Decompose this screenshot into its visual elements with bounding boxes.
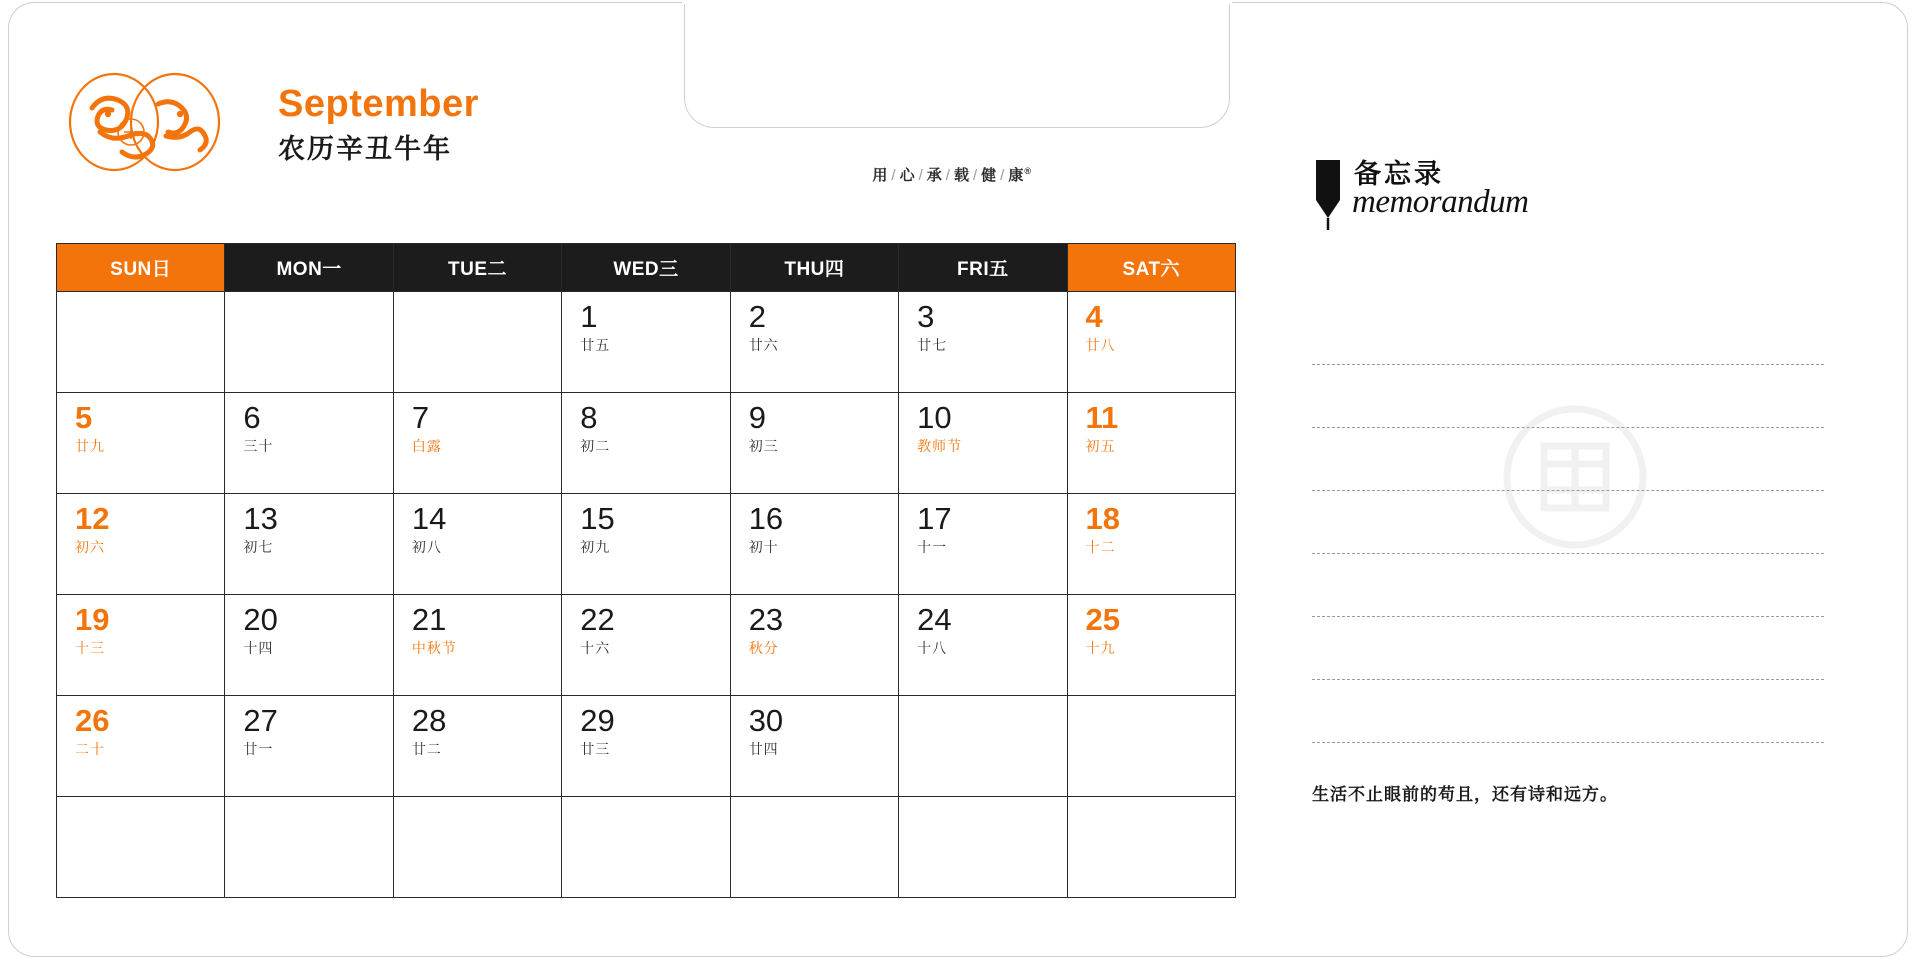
day-lunar-label: 廿四 (748, 741, 779, 757)
calendar-empty-cell (393, 292, 561, 393)
calendar-empty-cell (57, 292, 225, 393)
day-number: 21 (411, 602, 447, 637)
day-cell-inner (57, 393, 224, 485)
day-number: 23 (748, 602, 784, 637)
day-cell-inner (899, 494, 1066, 586)
day-lunar-label: 廿七 (917, 337, 948, 353)
day-number: 13 (243, 501, 278, 536)
day-cell-inner (225, 393, 392, 485)
memo-write-line[interactable] (1312, 617, 1824, 680)
slogan-sep-0: / (891, 167, 897, 184)
day-lunar-label: 初二 (580, 438, 611, 454)
calendar-day-cell[interactable] (899, 393, 1067, 494)
day-lunar-label: 秋分 (748, 640, 779, 656)
calendar-day-cell[interactable] (225, 494, 393, 595)
calendar-empty-cell (730, 797, 898, 898)
calendar-day-cell[interactable] (730, 292, 898, 393)
calendar-day-cell[interactable] (57, 494, 225, 595)
day-number: 8 (580, 400, 598, 435)
day-cell-inner (899, 595, 1066, 687)
calendar-day-cell[interactable] (1067, 595, 1235, 696)
calendar-week-row (57, 292, 1236, 393)
day-number: 1 (580, 299, 598, 334)
day-number: 14 (411, 501, 447, 536)
calendar-day-cell[interactable] (225, 595, 393, 696)
slogan-char-3: 载 (953, 167, 970, 184)
day-cell-inner (394, 696, 561, 788)
memo-title-cn: 备忘录 (1354, 159, 1444, 189)
day-number: 19 (75, 602, 110, 637)
day-number: 30 (748, 703, 784, 738)
calendar-grid (56, 243, 1236, 898)
day-number: 28 (411, 703, 447, 738)
day-cell-inner (562, 595, 729, 687)
day-cell-inner (562, 797, 729, 889)
day-lunar-label: 初六 (75, 539, 105, 555)
calendar-day-cell[interactable] (730, 393, 898, 494)
calendar-empty-cell (393, 797, 561, 898)
day-number: 24 (917, 602, 952, 637)
weekday-mon: MON一 (225, 244, 393, 292)
day-cell-inner (225, 494, 392, 586)
weekday-thu: THU四 (730, 244, 898, 292)
slogan-char-5: 康 (1008, 167, 1025, 184)
day-cell-inner (57, 494, 224, 586)
day-number: 17 (917, 501, 952, 536)
day-number: 3 (917, 299, 935, 334)
calendar-week-row (57, 494, 1236, 595)
day-lunar-label: 廿一 (243, 741, 274, 757)
day-number: 9 (748, 400, 766, 435)
day-number: 22 (580, 602, 615, 637)
day-cell-inner (394, 595, 561, 687)
day-cell-inner (225, 797, 392, 889)
day-cell-inner (562, 292, 729, 384)
day-number: 10 (917, 400, 952, 435)
day-cell-inner (1068, 393, 1235, 485)
day-lunar-label: 十九 (1085, 640, 1116, 656)
slogan-char-1: 心 (899, 167, 916, 184)
calendar-day-cell[interactable] (57, 393, 225, 494)
memo-header (1310, 150, 1850, 240)
slogan-sep-3: / (972, 167, 979, 184)
memo-lines (1312, 302, 1824, 743)
day-lunar-label: 白露 (411, 438, 442, 454)
day-lunar-label: 十六 (580, 640, 611, 656)
day-number: 27 (243, 703, 278, 738)
calendar-day-cell[interactable] (562, 595, 730, 696)
day-lunar-label: 初五 (1085, 438, 1116, 454)
day-cell-inner (562, 696, 729, 788)
day-cell-inner (394, 797, 561, 889)
calendar-empty-cell (562, 797, 730, 898)
calendar-day-cell[interactable] (393, 696, 561, 797)
day-lunar-label: 教师节 (917, 438, 963, 454)
day-cell-inner (1068, 595, 1235, 687)
day-cell-inner (1068, 696, 1235, 788)
day-number: 12 (75, 501, 110, 536)
brand-slogan (872, 164, 1032, 185)
month-title-block (278, 82, 479, 168)
calendar-week-row (57, 393, 1236, 494)
day-lunar-label: 廿二 (411, 741, 442, 757)
day-number: 25 (1085, 602, 1121, 637)
day-cell-inner (225, 292, 392, 384)
calendar-day-cell[interactable] (1067, 292, 1235, 393)
day-number: 20 (243, 602, 278, 637)
calendar-empty-cell (899, 696, 1067, 797)
day-cell-inner (731, 292, 898, 384)
day-lunar-label: 十一 (917, 539, 948, 555)
calendar-day-cell[interactable] (1067, 393, 1235, 494)
day-number: 15 (580, 501, 615, 536)
calendar-day-cell[interactable] (562, 292, 730, 393)
day-number: 16 (748, 501, 784, 536)
calendar-day-cell[interactable] (899, 494, 1067, 595)
calendar-day-cell[interactable] (899, 292, 1067, 393)
day-number: 26 (75, 703, 110, 738)
lunar-year: 农历辛丑牛年 (278, 134, 452, 164)
day-cell-inner (1068, 797, 1235, 889)
calendar-day-cell[interactable] (57, 595, 225, 696)
day-lunar-label: 廿三 (580, 741, 611, 757)
calendar-empty-cell (1067, 696, 1235, 797)
day-number: 5 (75, 400, 93, 435)
weekday-fri: FRI五 (899, 244, 1067, 292)
weekday-wed: WED三 (562, 244, 730, 292)
memo-write-line[interactable] (1312, 365, 1824, 428)
day-cell-inner (225, 595, 392, 687)
day-lunar-label: 初八 (411, 539, 442, 555)
calendar-day-cell[interactable] (57, 696, 225, 797)
day-lunar-label: 中秋节 (411, 640, 457, 656)
memo-write-line[interactable] (1312, 491, 1824, 554)
day-cell-inner (57, 696, 224, 788)
day-cell-inner (57, 292, 224, 384)
memo-write-line[interactable] (1312, 554, 1824, 617)
memo-write-line[interactable] (1312, 680, 1824, 743)
day-lunar-label: 三十 (243, 438, 274, 454)
day-lunar-label: 初七 (243, 539, 274, 555)
slogan-sep-4: / (1000, 167, 1006, 184)
day-number: 2 (748, 299, 766, 334)
calendar-header (56, 60, 1246, 190)
calendar-week-row (57, 696, 1236, 797)
calendar-day-cell[interactable] (730, 494, 898, 595)
day-lunar-label: 廿六 (748, 337, 779, 353)
calendar-region (56, 60, 1246, 900)
weekday-sat: SAT六 (1067, 244, 1235, 292)
day-lunar-label: 十八 (917, 640, 948, 656)
day-lunar-label: 廿九 (75, 438, 105, 454)
day-cell-inner (394, 393, 561, 485)
day-cell-inner (899, 292, 1066, 384)
calendar-day-cell[interactable] (562, 393, 730, 494)
registered-mark: ® (1024, 166, 1032, 176)
top-notch-cap (682, 0, 1232, 4)
day-number: 18 (1085, 501, 1121, 536)
day-cell-inner (562, 494, 729, 586)
day-cell-inner (899, 797, 1066, 889)
day-lunar-label: 廿八 (1085, 337, 1116, 353)
slogan-char-0: 用 (872, 167, 889, 184)
calendar-day-cell[interactable] (730, 595, 898, 696)
memo-title-en: memorandum (1352, 184, 1529, 220)
day-cell-inner (899, 393, 1066, 485)
day-cell-inner (57, 595, 224, 687)
day-cell-inner (394, 292, 561, 384)
day-number: 7 (411, 400, 430, 435)
day-cell-inner (1068, 494, 1235, 586)
calendar-day-cell[interactable] (393, 393, 561, 494)
calendar-day-cell[interactable] (393, 494, 561, 595)
day-lunar-label: 二十 (75, 741, 105, 757)
day-cell-inner (1068, 292, 1235, 384)
calendar-day-cell[interactable] (225, 393, 393, 494)
slogan-char-4: 健 (981, 167, 998, 184)
calendar-empty-cell (1067, 797, 1235, 898)
memo-write-line[interactable] (1312, 302, 1824, 365)
calendar-day-cell[interactable] (562, 494, 730, 595)
calendar-day-cell[interactable] (225, 696, 393, 797)
day-number: 6 (243, 400, 261, 435)
day-cell-inner (57, 797, 224, 889)
day-lunar-label: 十三 (75, 640, 105, 656)
day-lunar-label: 初三 (748, 438, 779, 454)
day-lunar-label: 十四 (243, 640, 274, 656)
day-lunar-label: 初九 (580, 539, 611, 555)
calendar-empty-cell (225, 292, 393, 393)
weekday-sun: SUN日 (57, 244, 225, 292)
calendar-day-cell[interactable] (1067, 494, 1235, 595)
day-cell-inner (731, 393, 898, 485)
calendar-week-row (57, 797, 1236, 898)
day-number: 11 (1085, 400, 1119, 435)
month-name: September (278, 83, 479, 125)
slogan-sep-2: / (945, 167, 951, 184)
day-number: 4 (1085, 299, 1103, 334)
dragon-logo (62, 70, 227, 175)
slogan-sep-1: / (918, 167, 924, 184)
weekday-header-row (57, 244, 1236, 292)
pen-icon (1310, 156, 1356, 237)
calendar-empty-cell (57, 797, 225, 898)
weekday-tue: TUE二 (393, 244, 561, 292)
slogan-char-2: 承 (926, 167, 943, 184)
day-lunar-label: 初十 (748, 539, 779, 555)
calendar-day-cell[interactable] (730, 696, 898, 797)
day-lunar-label: 十二 (1085, 539, 1116, 555)
day-cell-inner (731, 696, 898, 788)
calendar-day-cell[interactable] (562, 696, 730, 797)
day-cell-inner (731, 494, 898, 586)
day-cell-inner (225, 696, 392, 788)
memo-write-line[interactable] (1312, 428, 1824, 491)
calendar-empty-cell (225, 797, 393, 898)
memo-quote: 生活不止眼前的苟且，还有诗和远方。 (1312, 785, 1618, 804)
memo-region (1310, 150, 1850, 870)
calendar-empty-cell (899, 797, 1067, 898)
day-number: 29 (580, 703, 615, 738)
day-cell-inner (562, 393, 729, 485)
day-cell-inner (731, 595, 898, 687)
calendar-day-cell[interactable] (899, 595, 1067, 696)
calendar-week-row (57, 595, 1236, 696)
calendar-day-cell[interactable] (393, 595, 561, 696)
calendar-body (57, 292, 1236, 898)
day-lunar-label: 廿五 (580, 337, 611, 353)
day-cell-inner (731, 797, 898, 889)
day-cell-inner (899, 696, 1066, 788)
day-cell-inner (394, 494, 561, 586)
